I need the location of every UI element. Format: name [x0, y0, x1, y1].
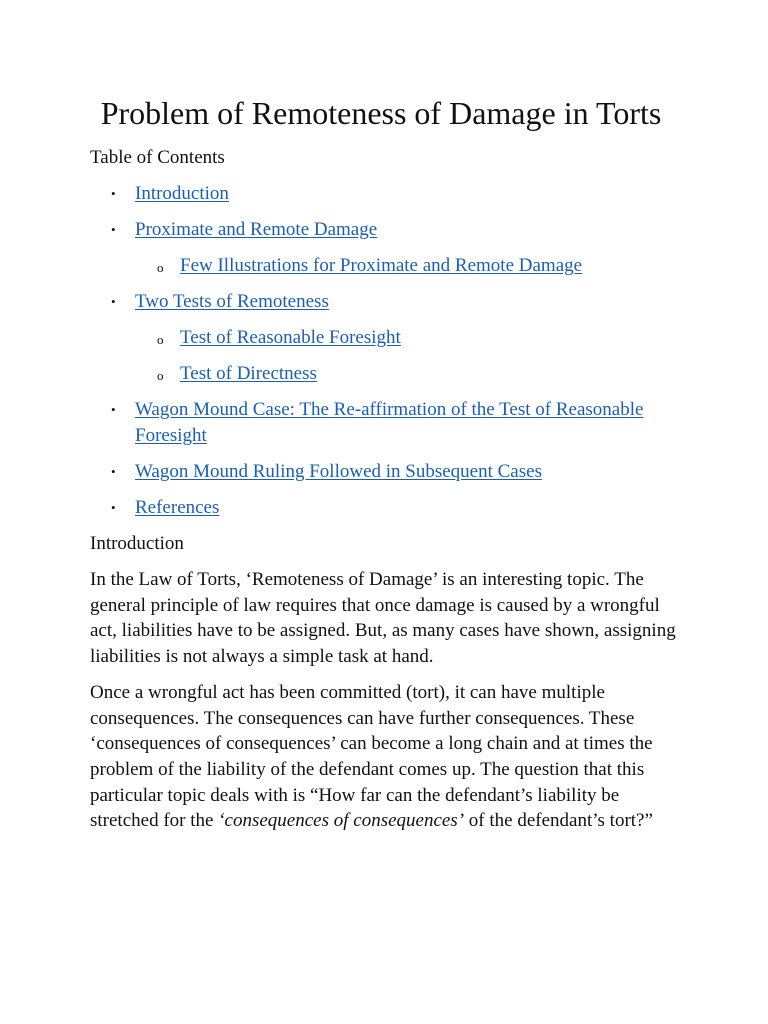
toc-item-proximate-remote-damage	[90, 217, 684, 243]
toc-link-wagon-mound-case[interactable]: Wagon Mound Case: The Re-affirmation of the Test of Reasonable Foresight	[135, 399, 644, 446]
toc-link-wagon-mound-ruling[interactable]: Wagon Mound Ruling Followed in Subsequent Cases	[135, 461, 542, 482]
toc-heading: Table of Contents	[90, 147, 225, 168]
toc-item-introduction	[90, 181, 684, 207]
toc-link-few-illustrations[interactable]: Few Illustrations for Proximate and Remote Damage	[180, 255, 583, 276]
document-page	[90, 94, 684, 834]
toc-link-reasonable-foresight[interactable]: Test of Reasonable Foresight	[180, 327, 401, 348]
bullet-icon: •	[111, 464, 116, 479]
bullet-icon: •	[111, 186, 116, 201]
paragraph-2-text-end: of the defendant’s tort?”	[464, 810, 653, 832]
toc-item-references	[90, 495, 684, 521]
toc-item-directness	[90, 361, 684, 387]
toc-link-directness[interactable]: Test of Directness	[180, 363, 317, 384]
document-title: Problem of Remoteness of Damage in Torts	[100, 95, 662, 131]
toc-item-two-tests	[90, 289, 684, 315]
bullet-icon: •	[111, 500, 116, 515]
toc-item-reasonable-foresight	[90, 325, 684, 351]
sub-bullet-icon: o	[157, 332, 164, 347]
bullet-icon: •	[111, 402, 116, 417]
bullet-icon: •	[111, 294, 116, 309]
sub-bullet-icon: o	[157, 368, 164, 383]
toc-item-wagon-mound-ruling	[90, 459, 684, 485]
table-of-contents	[90, 181, 684, 521]
paragraph-2-text-start: Once a wrongful act has been committed (tort), it can have multiple consequences. The consequences can have further consequences. These ‘consequences of consequences’ can become a long chain and at times the problem of the liability of the defendant comes up. The question that this particular topic deals with is “How far can the defendant’s liability be stretched for the	[90, 681, 653, 832]
paragraph-2-italic-phrase: ‘consequences of consequences’	[218, 810, 465, 832]
body-paragraph-2	[90, 680, 684, 834]
toc-link-two-tests[interactable]: Two Tests of Remoteness	[135, 291, 329, 312]
toc-link-references[interactable]: References	[135, 497, 220, 518]
sub-bullet-icon: o	[157, 260, 164, 275]
body-paragraph-1: In the Law of Torts, ‘Remoteness of Damage’ is an interesting topic. The general principle of law requires that once damage is caused by a wrongful act, liabilities have to be assigned. But, as many cases have shown, assigning liabilities is not always a simple task at hand.	[90, 569, 676, 668]
toc-link-proximate-remote-damage[interactable]: Proximate and Remote Damage	[135, 219, 378, 240]
toc-link-introduction[interactable]: Introduction	[135, 183, 229, 204]
toc-item-wagon-mound-case	[90, 397, 684, 449]
section-heading-introduction: Introduction	[90, 533, 184, 554]
bullet-icon: •	[111, 222, 116, 237]
toc-item-few-illustrations	[90, 253, 684, 279]
